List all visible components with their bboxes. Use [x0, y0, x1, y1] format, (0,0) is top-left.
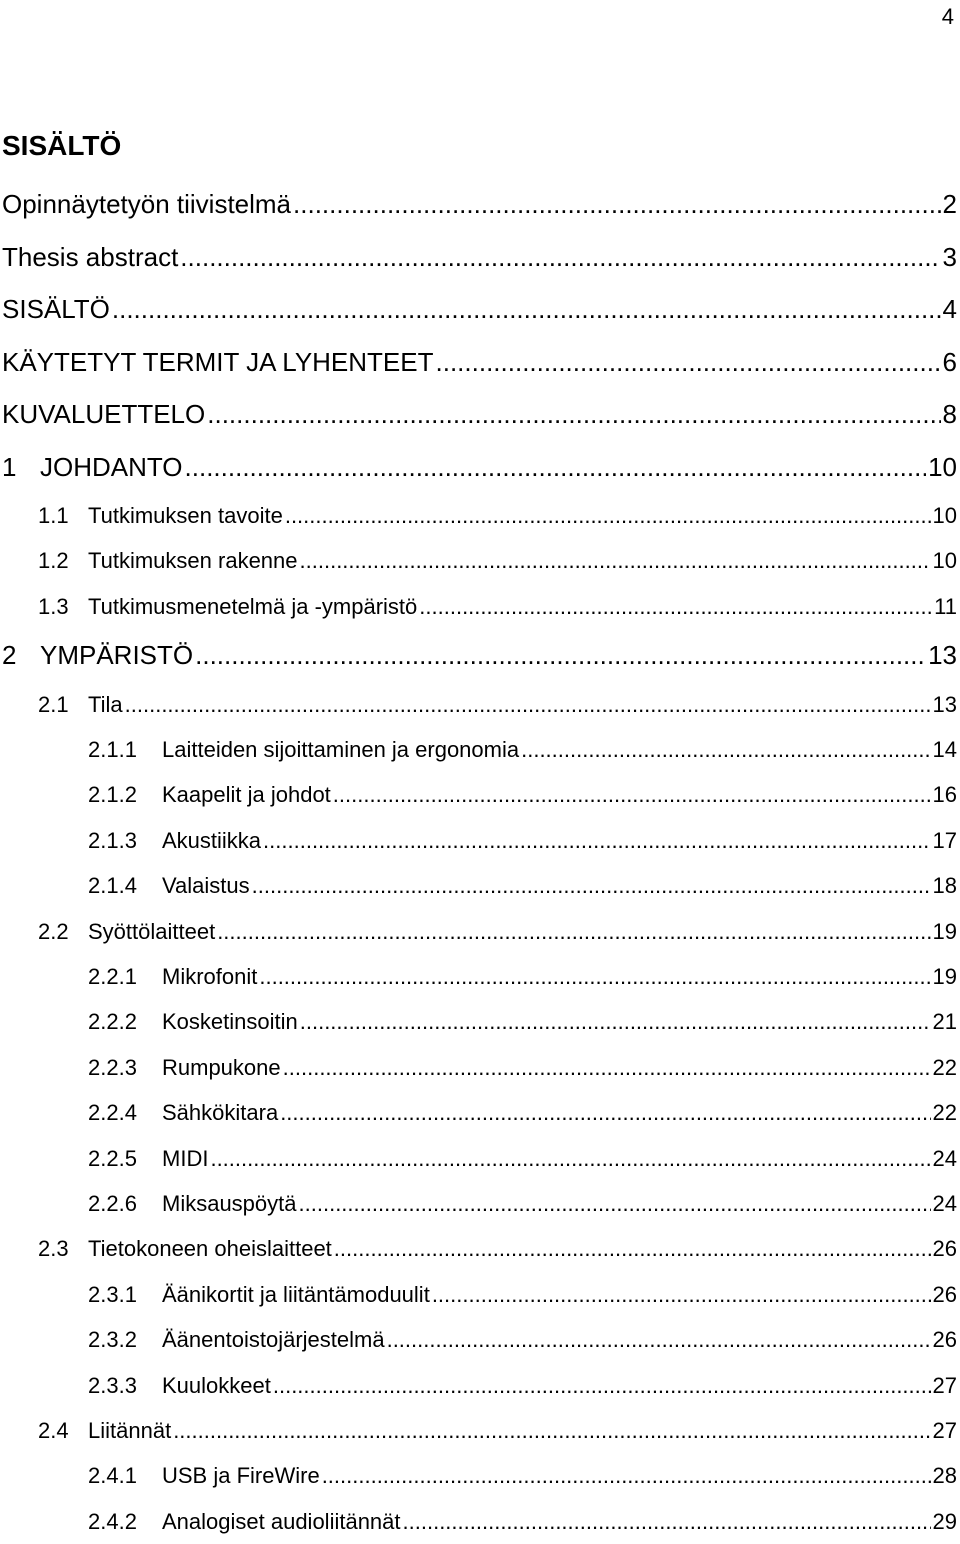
toc-entry-title: Opinnäytetyön tiivistelmä	[2, 189, 292, 219]
toc-entry-page: 19	[932, 918, 957, 944]
toc-entry[interactable]	[0, 629, 957, 682]
toc-entry-title: Kosketinsoitin	[162, 1009, 298, 1035]
toc-entry-title: Laitteiden sijoittaminen ja ergonomia	[162, 737, 520, 763]
toc-dot-leader	[521, 727, 930, 772]
toc-entry-number: 2.3.1	[88, 1281, 137, 1307]
toc-entry-title: Sähkökitara	[162, 1100, 279, 1126]
toc-dot-leader	[195, 629, 926, 682]
toc-entry[interactable]	[0, 909, 957, 954]
toc-entry-page: 4	[942, 294, 957, 324]
toc-entry-title: MIDI	[162, 1145, 209, 1171]
toc-entry[interactable]	[0, 283, 957, 336]
toc-entry[interactable]	[0, 1499, 957, 1544]
toc-dot-leader	[125, 682, 931, 727]
toc-entry-number: 2.2.6	[88, 1190, 137, 1216]
toc-entry-page: 10	[932, 548, 957, 574]
toc-entry[interactable]	[0, 772, 957, 817]
toc-entry-page: 26	[932, 1281, 957, 1307]
toc-entry-title: Miksauspöytä	[162, 1190, 297, 1216]
toc-entry-page: 27	[932, 1417, 957, 1443]
toc-entry[interactable]	[0, 863, 957, 908]
toc-dot-leader	[432, 1272, 931, 1317]
toc-entry[interactable]	[0, 336, 957, 389]
toc-entry-page: 17	[932, 827, 957, 853]
toc-entry-number: 2.4	[38, 1417, 69, 1443]
toc-entry-page: 2	[942, 189, 957, 219]
toc-dot-leader	[210, 1136, 930, 1181]
toc-entry-title: Äänikortit ja liitäntämoduulit	[162, 1281, 430, 1307]
toc-dot-leader	[300, 538, 931, 583]
toc-entry-page: 27	[932, 1372, 957, 1398]
toc-entry[interactable]	[0, 441, 957, 494]
toc-heading: SISÄLTÖ	[2, 130, 122, 161]
toc-entry[interactable]	[0, 999, 957, 1044]
toc-entry-title: Thesis abstract	[2, 241, 179, 272]
toc-entry[interactable]	[0, 1090, 957, 1135]
toc-entry-page: 13	[932, 691, 957, 717]
toc-entry-title: YMPÄRISTÖ	[40, 640, 194, 671]
toc-entry[interactable]	[0, 1453, 957, 1498]
toc-entry-page: 24	[932, 1190, 957, 1216]
toc-entry-page: 6	[942, 346, 957, 377]
toc-entry-page: 28	[932, 1463, 957, 1489]
toc-entry-page: 29	[932, 1508, 957, 1534]
toc-entry[interactable]	[0, 1136, 957, 1181]
toc-entry[interactable]	[0, 178, 957, 231]
toc-dot-leader	[403, 1499, 931, 1544]
toc-dot-leader	[252, 863, 931, 908]
toc-entry-page: 14	[932, 737, 957, 763]
toc-entry-number: 2.2.1	[88, 964, 137, 990]
toc-dot-leader	[334, 1226, 931, 1271]
toc-entry-number: 1	[2, 451, 17, 482]
toc-entry-number: 2.3.2	[88, 1327, 137, 1353]
toc-entry-title: USB ja FireWire	[162, 1463, 320, 1489]
toc-entry-title: Syöttölaitteet	[88, 918, 216, 944]
toc-entry[interactable]	[0, 1408, 957, 1453]
toc-dot-leader	[273, 1363, 931, 1408]
toc-entry-page: 10	[932, 503, 957, 528]
toc-dot-leader	[300, 999, 931, 1044]
toc-entry-title: Tutkimuksen tavoite	[88, 503, 283, 528]
toc-entry-title: KUVALUETTELO	[2, 399, 206, 429]
toc-dot-leader	[112, 283, 941, 336]
toc-entry-number: 2.1.3	[88, 827, 137, 853]
toc-entry[interactable]	[0, 584, 957, 629]
toc-entry-page: 11	[934, 593, 957, 619]
toc-dot-leader	[259, 954, 930, 999]
toc-entry-title: JOHDANTO	[40, 451, 183, 482]
toc-entry-page: 22	[932, 1100, 957, 1126]
toc-entry-page: 19	[932, 964, 957, 990]
toc-entry-page: 10	[928, 451, 957, 482]
toc-entry[interactable]	[0, 818, 957, 863]
toc-entry-title: Tietokoneen oheislaitteet	[88, 1236, 332, 1262]
toc-entry[interactable]	[0, 1181, 957, 1226]
toc-entry-title: Kaapelit ja johdot	[162, 782, 331, 808]
toc-entry-number: 2.4.2	[88, 1508, 137, 1534]
toc-dot-leader	[280, 1090, 930, 1135]
toc-entry-number: 1.3	[38, 593, 69, 619]
toc-dot-leader	[180, 231, 940, 284]
toc-entry-number: 1.1	[38, 503, 69, 528]
toc-entry-number: 2.3.3	[88, 1372, 137, 1398]
toc-entry[interactable]	[0, 1226, 957, 1271]
toc-dot-leader	[263, 818, 930, 863]
toc-entry-title: Kuulokkeet	[162, 1372, 271, 1398]
toc-entry[interactable]	[0, 538, 957, 583]
toc-entry-number: 2.1.4	[88, 873, 137, 899]
toc-entry[interactable]	[0, 231, 957, 284]
toc-dot-leader	[217, 909, 930, 954]
toc-entry[interactable]	[0, 682, 957, 727]
page-number: 4	[941, 4, 954, 29]
toc-dot-leader	[387, 1317, 931, 1362]
toc-entry[interactable]	[0, 954, 957, 999]
toc-dot-leader	[185, 441, 927, 494]
toc-entry-number: 2.2	[38, 918, 69, 944]
toc-dot-leader	[207, 388, 940, 441]
table-of-contents	[0, 178, 957, 1544]
toc-entry-number: 2.2.5	[88, 1145, 137, 1171]
toc-entry-title: KÄYTETYT TERMIT JA LYHENTEET	[2, 346, 434, 377]
toc-entry-number: 2.2.2	[88, 1009, 137, 1035]
toc-entry-number: 2.4.1	[88, 1463, 137, 1489]
toc-dot-leader	[322, 1453, 931, 1498]
toc-entry-number: 2.1	[38, 691, 69, 717]
toc-entry-number: 1.2	[38, 548, 69, 574]
toc-entry[interactable]	[0, 1272, 957, 1317]
toc-entry-title: Tila	[88, 691, 123, 717]
toc-entry-title: Rumpukone	[162, 1054, 281, 1080]
toc-entry-title: Äänentoistojärjestelmä	[162, 1327, 385, 1353]
toc-dot-leader	[436, 336, 941, 389]
toc-dot-leader	[173, 1408, 930, 1453]
toc-entry-title: Liitännät	[88, 1417, 172, 1443]
toc-dot-leader	[283, 1045, 931, 1090]
toc-dot-leader	[419, 584, 932, 629]
toc-entry-page: 18	[932, 873, 957, 899]
toc-entry-number: 2.3	[38, 1236, 69, 1262]
toc-entry-number: 2.2.3	[88, 1054, 137, 1080]
toc-entry-number: 2.2.4	[88, 1100, 137, 1126]
toc-entry-page: 22	[932, 1054, 957, 1080]
toc-entry-page: 21	[932, 1009, 957, 1035]
toc-dot-leader	[299, 1181, 931, 1226]
toc-entry[interactable]	[0, 727, 957, 772]
toc-entry-number: 2.1.2	[88, 782, 137, 808]
toc-entry-title: Tutkimusmenetelmä ja -ympäristö	[88, 593, 418, 619]
toc-entry-title: Akustiikka	[162, 827, 262, 853]
toc-entry[interactable]	[0, 493, 957, 538]
toc-entry[interactable]	[0, 1317, 957, 1362]
toc-entry-number: 2.1.1	[88, 737, 137, 763]
toc-entry-title: SISÄLTÖ	[2, 294, 110, 324]
toc-entry[interactable]	[0, 1045, 957, 1090]
toc-entry-title: Analogiset audioliitännät	[162, 1508, 401, 1534]
toc-entry-title: Valaistus	[162, 873, 250, 899]
toc-dot-leader	[293, 178, 941, 231]
toc-entry-page: 13	[928, 640, 957, 671]
toc-entry-title: Tutkimuksen rakenne	[88, 548, 298, 574]
toc-entry[interactable]	[0, 388, 957, 441]
toc-entry-page: 26	[932, 1327, 957, 1353]
toc-entry[interactable]	[0, 1363, 957, 1408]
toc-entry-page: 24	[932, 1145, 957, 1171]
toc-entry-title: Mikrofonit	[162, 964, 258, 990]
toc-entry-number: 2	[2, 640, 17, 671]
toc-entry-page: 16	[932, 782, 957, 808]
toc-dot-leader	[285, 493, 931, 538]
toc-entry-page: 3	[942, 241, 957, 272]
toc-entry-page: 26	[932, 1236, 957, 1262]
toc-entry-page: 8	[942, 399, 957, 429]
toc-dot-leader	[333, 772, 931, 817]
